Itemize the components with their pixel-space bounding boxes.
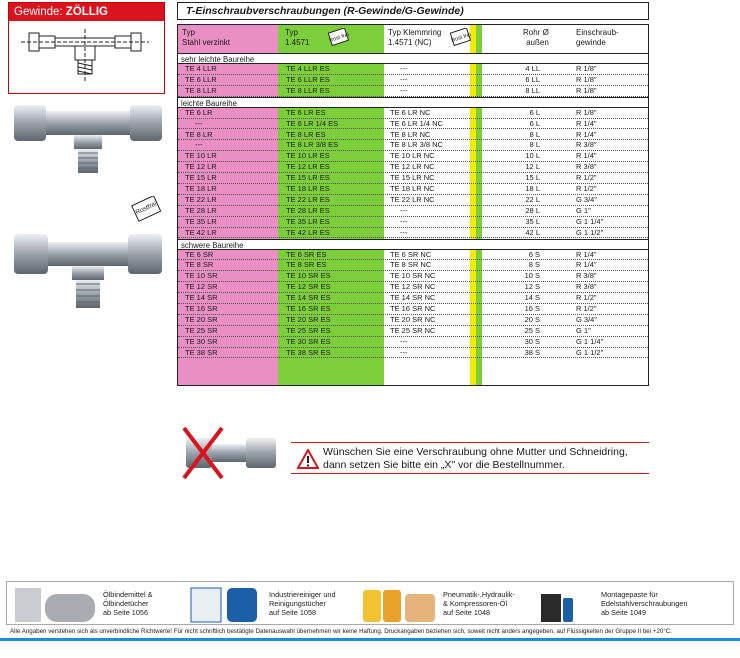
cell-tube: 8 L [529,140,540,150]
cell-ss: TE 16 SR ES [286,304,331,313]
cell-tube: 8 L [529,129,540,139]
cell-thread: R 1/4" [576,260,597,270]
table-row [178,348,648,359]
cell-tube: 12 S [524,282,540,292]
header-col5-l1: Einschraub- [576,28,619,37]
cell-thread: R 1/2" [576,304,597,313]
cell-thread: R 1/4" [576,151,597,161]
paste-can-image [535,584,579,624]
cell-thread: G 1" [576,205,591,215]
cell-thread: G 3/4" [576,194,598,204]
cell-nc: --- [400,216,408,226]
cell-nc: TE 16 SR NC [390,304,436,313]
cell-steel: --- [195,140,203,150]
cell-nc: --- [400,336,408,346]
oil-cans-image [359,584,439,624]
cell-ss: TE 18 LR ES [286,184,330,193]
cell-thread: R 3/8" [576,162,597,172]
cell-tube: 10 L [525,151,540,161]
header-col4 [523,28,549,48]
table-row [178,206,648,217]
cell-tube: 8 LL [525,85,540,95]
cell-steel: TE 8 LLR [185,85,217,95]
cell-nc: TE 10 LR NC [390,151,435,161]
crossed-out-fitting-icon [178,424,284,482]
cell-thread: G 1 1/2" [576,347,604,357]
cell-ss: TE 12 LR ES [286,162,330,172]
section-header: leichte Baureihe [178,97,648,108]
cell-steel: TE 18 LR [185,184,217,193]
cell-tube: 20 S [524,314,540,324]
cell-thread: G 3/4" [576,314,598,324]
header-col3-l2: 1.4571 (NC) [388,38,432,47]
table-header [178,25,648,53]
rostfrei-stamp-icon [130,196,162,222]
cell-thread: R 1/2" [576,293,597,303]
cell-thread: R 1/8" [576,107,597,117]
cell-thread: G 1 1/4" [576,216,604,226]
cell-tube: 28 L [525,205,540,215]
footer-item-4[interactable] [601,590,731,632]
cell-thread: R 3/8" [576,282,597,292]
cell-nc: TE 6 LR 1/4 NC [390,118,443,128]
fitting-photo-small [8,97,168,177]
cell-nc: --- [400,85,408,95]
cell-nc: --- [400,74,408,84]
footer-3-l2: & Kompressoren-Öl [443,599,508,608]
header-col5-l2: gewinde [576,38,606,47]
table-row [178,326,648,337]
footer-item-3[interactable] [443,590,543,632]
table-row [178,140,648,151]
cell-thread: R 1/4" [576,129,597,139]
table-row [178,271,648,282]
cell-steel: TE 12 LR [185,162,217,172]
cell-steel: TE 10 LR [185,151,217,161]
footer-4-l1: Montagepaste für [601,590,658,599]
table-row [178,260,648,271]
table-row [178,184,648,195]
footer-4-l2: Edelstahlverschraubungen [601,599,688,608]
cell-tube: 4 LL [525,64,540,73]
cell-ss: TE 4 LLR ES [286,64,330,73]
cell-ss: TE 12 SR ES [286,282,331,292]
header-col2-l1: Typ [285,28,298,37]
cell-ss: TE 28 LR ES [286,205,330,215]
table-row [178,130,648,141]
header-col3-l1: Typ Klemmring [388,28,442,37]
cell-nc: TE 10 SR NC [390,271,436,281]
badge-bar [9,3,164,21]
header-col3 [388,28,441,48]
cell-nc: TE 25 SR NC [390,325,436,335]
table-row [178,173,648,184]
cell-nc: TE 18 LR NC [390,184,435,193]
header-col1 [182,28,230,48]
warning-line1: Wünschen Sie eine Verschraubung ohne Mutter und Schneidring, [323,446,628,458]
rostfrei-icon [328,28,350,46]
cell-tube: 6 S [528,249,540,259]
cell-thread: G 1 1/4" [576,336,604,346]
badge-label: Gewinde: [14,6,63,18]
cell-ss: TE 42 LR ES [286,227,330,237]
cell-steel: TE 6 LLR [185,74,217,84]
badge-value: ZÖLLIG [65,6,108,18]
cell-ss: TE 35 LR ES [286,216,330,226]
cell-steel: TE 8 LR [185,129,213,139]
cell-thread: R 1/4" [576,249,597,259]
rostfrei-icon-nc [450,28,472,46]
cell-steel: TE 28 LR [185,205,217,215]
cell-ss: TE 10 SR ES [286,271,331,281]
cell-steel: TE 12 SR [185,282,218,292]
footer-item-2[interactable] [269,590,357,632]
disclaimer-note: Alle Angaben verstehen sich als unverbindliche Richtwerte! Für nicht schriftlich bestätigte Datenauswahl übernehmen wir keine Haftung. Druckangaben beziehen sich, soweit nicht anders angegeben, auf Flüssigkeiten der Gruppe II bei +20°C. [10,628,672,635]
cell-tube: 42 L [525,227,540,237]
cell-thread: G 1 1/2" [576,227,604,237]
section-header: schwere Baureihe [178,239,648,250]
cell-ss: TE 6 SR ES [286,249,327,259]
cell-ss: TE 8 SR ES [286,260,327,270]
page-title: T-Einschraubverschraubungen (R-Gewinde/G-Gewinde) [177,2,649,20]
table-row [178,86,648,97]
cell-ss: TE 30 SR ES [286,336,331,346]
warning-box [291,442,649,474]
cell-nc: --- [400,64,408,73]
cell-tube: 16 S [524,304,540,313]
header-col5 [576,28,619,48]
cell-ss: TE 8 LLR ES [286,85,330,95]
cell-nc: TE 6 LR NC [390,107,431,117]
cell-steel: TE 6 LR [185,107,213,117]
cell-thread: R 1/4" [576,118,597,128]
footer-2-l3: auf Seite 1058 [269,608,317,617]
cell-ss: TE 8 LR 3/8 ES [286,140,339,150]
cell-nc: --- [400,205,408,215]
cell-nc: TE 15 LR NC [390,173,435,183]
technical-drawing-icon [15,25,155,89]
cell-nc: TE 14 SR NC [390,293,436,303]
section-header: sehr leichte Baureihe [178,53,648,64]
footer-3-l1: Pneumatik-,Hydraulik- [443,590,515,599]
cell-steel: TE 4 LLR [185,64,217,73]
footer-1-l1: Ölbindemittel & [103,590,153,599]
cell-ss: TE 14 SR ES [286,293,331,303]
cell-tube: 6 L [529,107,540,117]
cell-tube: 6 L [529,118,540,128]
footer-3-l3: auf Seite 1048 [443,608,491,617]
cell-tube: 25 S [524,325,540,335]
footer-2-l1: Industriereiniger und [269,590,336,599]
cell-steel: TE 10 SR [185,271,218,281]
cell-steel: TE 14 SR [185,293,218,303]
cell-tube: 10 S [524,271,540,281]
cell-nc: TE 8 LR NC [390,129,431,139]
footer-2-l2: Reinigungstücher [269,599,326,608]
cell-thread: R 1/2" [576,184,597,193]
table-row [178,337,648,348]
header-col1-l2: Stahl verzinkt [182,38,231,47]
table-row [178,304,648,315]
footer-4-l3: ab Seite 1049 [601,608,647,617]
cell-ss: TE 8 LR ES [286,129,326,139]
header-col4-l1: Rohr Ø [523,28,549,37]
table-row [178,151,648,162]
cell-thread: R 1/2" [576,173,597,183]
cell-nc: TE 12 SR NC [390,282,436,292]
table-row [178,162,648,173]
cell-thread: G 1" [576,325,591,335]
cell-nc: --- [400,227,408,237]
table-row [178,64,648,75]
table-row [178,282,648,293]
table-row [178,228,648,239]
cell-thread: R 1/8" [576,64,597,73]
cell-thread: R 1/8" [576,74,597,84]
cell-tube: 14 S [524,293,540,303]
cell-tube: 12 L [525,162,540,172]
cell-nc: TE 12 LR NC [390,162,435,172]
table-row [178,217,648,228]
cell-steel: TE 15 LR [185,173,217,183]
warning-triangle-icon [297,449,319,469]
cell-ss: TE 20 SR ES [286,314,331,324]
cell-steel: TE 30 SR [185,336,218,346]
cell-tube: 6 LL [525,74,540,84]
cell-ss: TE 22 LR ES [286,194,330,204]
cell-steel: TE 8 SR [185,260,214,270]
table-row [178,108,648,119]
cell-steel: TE 22 LR [185,194,217,204]
footer-blue-line [0,638,740,641]
table-row [178,250,648,261]
cell-thread: R 3/8" [576,140,597,150]
cell-steel: TE 35 LR [185,216,217,226]
table-row [178,195,648,206]
footer-promo [6,581,734,625]
cell-nc: TE 8 SR NC [390,260,432,270]
cell-tube: 35 L [525,216,540,226]
cell-ss: TE 25 SR ES [286,325,331,335]
cell-ss: TE 15 LR ES [286,173,330,183]
cell-ss: TE 6 LR 1/4 ES [286,118,339,128]
cell-tube: 30 S [524,336,540,346]
cell-steel: TE 42 LR [185,227,217,237]
cell-thread: R 1/8" [576,85,597,95]
warning-line2: dann setzen Sie bitte ein „X" vor die Bestellnummer. [323,459,565,471]
footer-1-l2: Ölbindetücher [103,599,149,608]
fittings-table [177,24,649,386]
cell-tube: 38 S [524,347,540,357]
header-col1-l1: Typ [182,28,195,37]
cell-tube: 15 L [525,173,540,183]
header-col4-l2: außen [526,38,549,47]
cell-steel: TE 25 SR [185,325,218,335]
cell-ss: TE 10 LR ES [286,151,330,161]
svg-text:Rost frei: Rost frei [328,31,350,44]
cell-ss: TE 6 LR ES [286,107,326,117]
cell-ss: TE 6 LLR ES [286,74,330,84]
svg-text:Rost frei: Rost frei [450,31,472,44]
cell-ss: TE 38 SR ES [286,347,331,357]
header-col2-l2: 1.4571 [285,38,310,47]
thread-badge [8,2,165,94]
cell-nc: TE 22 LR NC [390,194,435,204]
svg-text:Rostfrei: Rostfrei [134,200,158,217]
cell-steel: TE 38 SR [185,347,218,357]
cell-tube: 22 L [525,194,540,204]
oil-absorbent-image [11,584,101,624]
cleaner-image [187,584,267,624]
table-row [178,75,648,86]
cell-thread: R 3/8" [576,271,597,281]
table-row [178,293,648,304]
cell-steel: TE 16 SR [185,304,218,313]
cell-nc: TE 8 LR 3/8 NC [390,140,443,150]
header-col2 [285,28,309,48]
table-row [178,315,648,326]
table-row [178,119,648,130]
cell-tube: 8 S [528,260,540,270]
footer-item-1[interactable] [103,590,183,632]
cell-steel: TE 6 SR [185,249,214,259]
cell-tube: 18 L [525,184,540,193]
fitting-photo-large [8,228,168,312]
cell-steel: --- [195,118,203,128]
cell-steel: TE 20 SR [185,314,218,324]
cell-nc: --- [400,347,408,357]
cell-nc: TE 20 SR NC [390,314,436,324]
cell-nc: TE 6 SR NC [390,249,432,259]
footer-1-l3: ab Seite 1056 [103,608,149,617]
